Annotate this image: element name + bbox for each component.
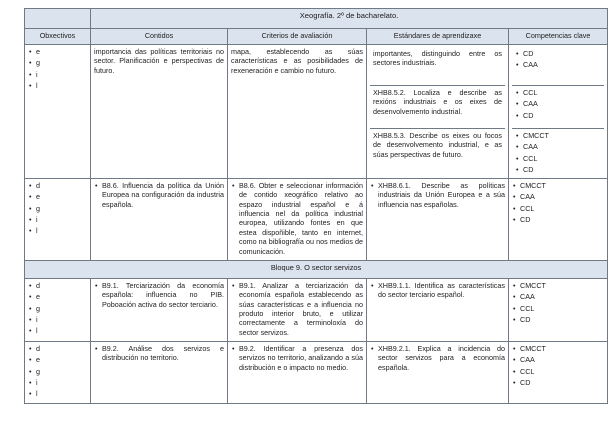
criterio-item: • B9.1. Analizar a terciarización da economía española establecendo as súas características e a influencia no produto interior bruto, e utilizar correctamente a terminoloxía do sector servizos. <box>231 281 363 337</box>
list-item: • i <box>28 315 87 324</box>
obxectivos-cell <box>25 45 91 179</box>
list-item: • CD <box>512 315 604 324</box>
obxectivos-list <box>28 181 87 236</box>
table-row <box>25 278 608 341</box>
estandar-item: importantes, distinguindo entre os sectores industriais. <box>373 49 502 68</box>
obxectivos-list <box>28 281 87 336</box>
list-item: • l <box>28 326 87 335</box>
list-item: • e <box>28 355 87 364</box>
list-item: • i <box>28 378 87 387</box>
competencias-cell <box>509 342 608 404</box>
competencias-group <box>512 344 604 387</box>
contidos-cell: importancia das políticas territoriais no sector. Planificación e perspectivas de futuro. <box>91 45 228 179</box>
list-item: • l <box>28 81 87 90</box>
estandares-cell <box>367 179 509 261</box>
table-row <box>25 45 608 179</box>
list-item: • CAA <box>515 60 601 69</box>
estandar-item: • XHB9.1.1. Identifica as características do sector terciario español. <box>370 281 505 300</box>
obxectivos-list <box>28 47 87 90</box>
list-item: • CCL <box>512 367 604 376</box>
contido-item: • B8.6. Influencia da política da Unión Europea na configuración da industria española. <box>94 181 224 209</box>
list-item: • CMCCT <box>515 131 601 140</box>
list-item: • e <box>28 47 87 56</box>
list-item: • CD <box>512 215 604 224</box>
table-row <box>25 179 608 261</box>
list-item: • i <box>28 215 87 224</box>
estandar-item: XHB8.5.2. Localiza e describe as rexións industriais e os eixes de desenvolvemento industrial. <box>370 85 505 128</box>
contido-item: • B9.2. Análise dos servizos e distribución no territorio. <box>94 344 224 363</box>
list-item: • g <box>28 58 87 67</box>
criterios-cell: mapa, establecendo as súas características e as posibilidades de rexeneración e cambio no futuro. <box>228 45 367 179</box>
list-item: • e <box>28 292 87 301</box>
criterios-cell <box>228 278 367 341</box>
list-item: • g <box>28 367 87 376</box>
section-row <box>25 260 608 278</box>
list-item: • CMCCT <box>512 181 604 190</box>
obxectivos-cell <box>25 278 91 341</box>
estandar-item: • XHB9.2.1. Explica a incidencia do sector servizos para a economía española. <box>370 344 505 372</box>
list-item: • l <box>28 389 87 398</box>
curriculum-table <box>24 8 608 404</box>
criterios-cell <box>228 342 367 404</box>
contidos-cell <box>91 342 228 404</box>
list-item: • CCL <box>515 88 601 97</box>
competencias-group <box>512 47 604 85</box>
column-header-estandares: Estándares de aprendizaxe <box>367 29 509 45</box>
criterios-cell <box>228 179 367 261</box>
estandares-cell <box>367 278 509 341</box>
list-item: • CMCCT <box>512 281 604 290</box>
list-item: • d <box>28 181 87 190</box>
list-item: • CAA <box>512 292 604 301</box>
obxectivos-list <box>28 344 87 399</box>
list-item: • CAA <box>515 99 601 108</box>
list-item: • CD <box>515 49 601 58</box>
list-item: • CD <box>515 111 601 120</box>
competencias-cell <box>509 179 608 261</box>
list-item: • CAA <box>515 142 601 151</box>
list-item: • d <box>28 344 87 353</box>
list-item: • d <box>28 281 87 290</box>
competencias-group <box>512 181 604 224</box>
list-item: • CCL <box>515 154 601 163</box>
list-item: • CAA <box>512 192 604 201</box>
table-title-row <box>25 9 608 29</box>
section-title: Bloque 9. O sector servizos <box>25 260 608 278</box>
competencias-group <box>512 85 604 128</box>
contidos-cell <box>91 179 228 261</box>
list-item: • i <box>28 70 87 79</box>
list-item: • CCL <box>512 304 604 313</box>
list-item: • CMCCT <box>512 344 604 353</box>
list-item: • CAA <box>512 355 604 364</box>
list-item: • l <box>28 226 87 235</box>
list-item: • CD <box>515 165 601 174</box>
list-item: • CD <box>512 378 604 387</box>
obxectivos-cell <box>25 179 91 261</box>
contido-item: • B9.1. Terciarización da economía española: influencia no PIB. Poboación activa do sector terciario. <box>94 281 224 309</box>
estandares-cell <box>367 45 509 179</box>
column-header-row <box>25 29 608 45</box>
competencias-group <box>512 281 604 324</box>
criterio-item: • B8.6. Obter e seleccionar información de contido xeográfico relativo ao espazo industrial español e á influencia nel da política industrial europea, utilizando fontes en que estea dispoñible, tanto en internet, como na bibliografía ou nos medios de comunicación. <box>231 181 363 256</box>
table-row <box>25 342 608 404</box>
table-title: Xeografía. 2º de bacharelato. <box>91 9 608 29</box>
obxectivos-cell <box>25 342 91 404</box>
list-item: • e <box>28 192 87 201</box>
list-item: • g <box>28 304 87 313</box>
competencias-cell <box>509 45 608 179</box>
list-item: • g <box>28 204 87 213</box>
contidos-cell <box>91 278 228 341</box>
column-header-criterios: Criterios de avaliación <box>228 29 367 45</box>
column-header-competencias: Competencias clave <box>509 29 608 45</box>
estandar-item: • XHB8.6.1. Describe as políticas industriais da Unión Europea e a súa influencia nas españolas. <box>370 181 505 209</box>
estandares-cell <box>367 342 509 404</box>
column-header-obxectivos: Obxectivos <box>25 29 91 45</box>
column-header-contidos: Contidos <box>91 29 228 45</box>
competencias-group <box>512 128 604 176</box>
list-item: • CCL <box>512 204 604 213</box>
criterio-item: • B9.2. Identificar a presenza dos servizos no territorio, analizando a súa distribución e o impacto no medio. <box>231 344 363 372</box>
competencias-cell <box>509 278 608 341</box>
estandar-item: XHB8.5.3. Describe os eixes ou focos de desenvolvemento industrial, e as súas perspectivas de futuro. <box>370 128 505 176</box>
title-blank-cell <box>25 9 91 29</box>
